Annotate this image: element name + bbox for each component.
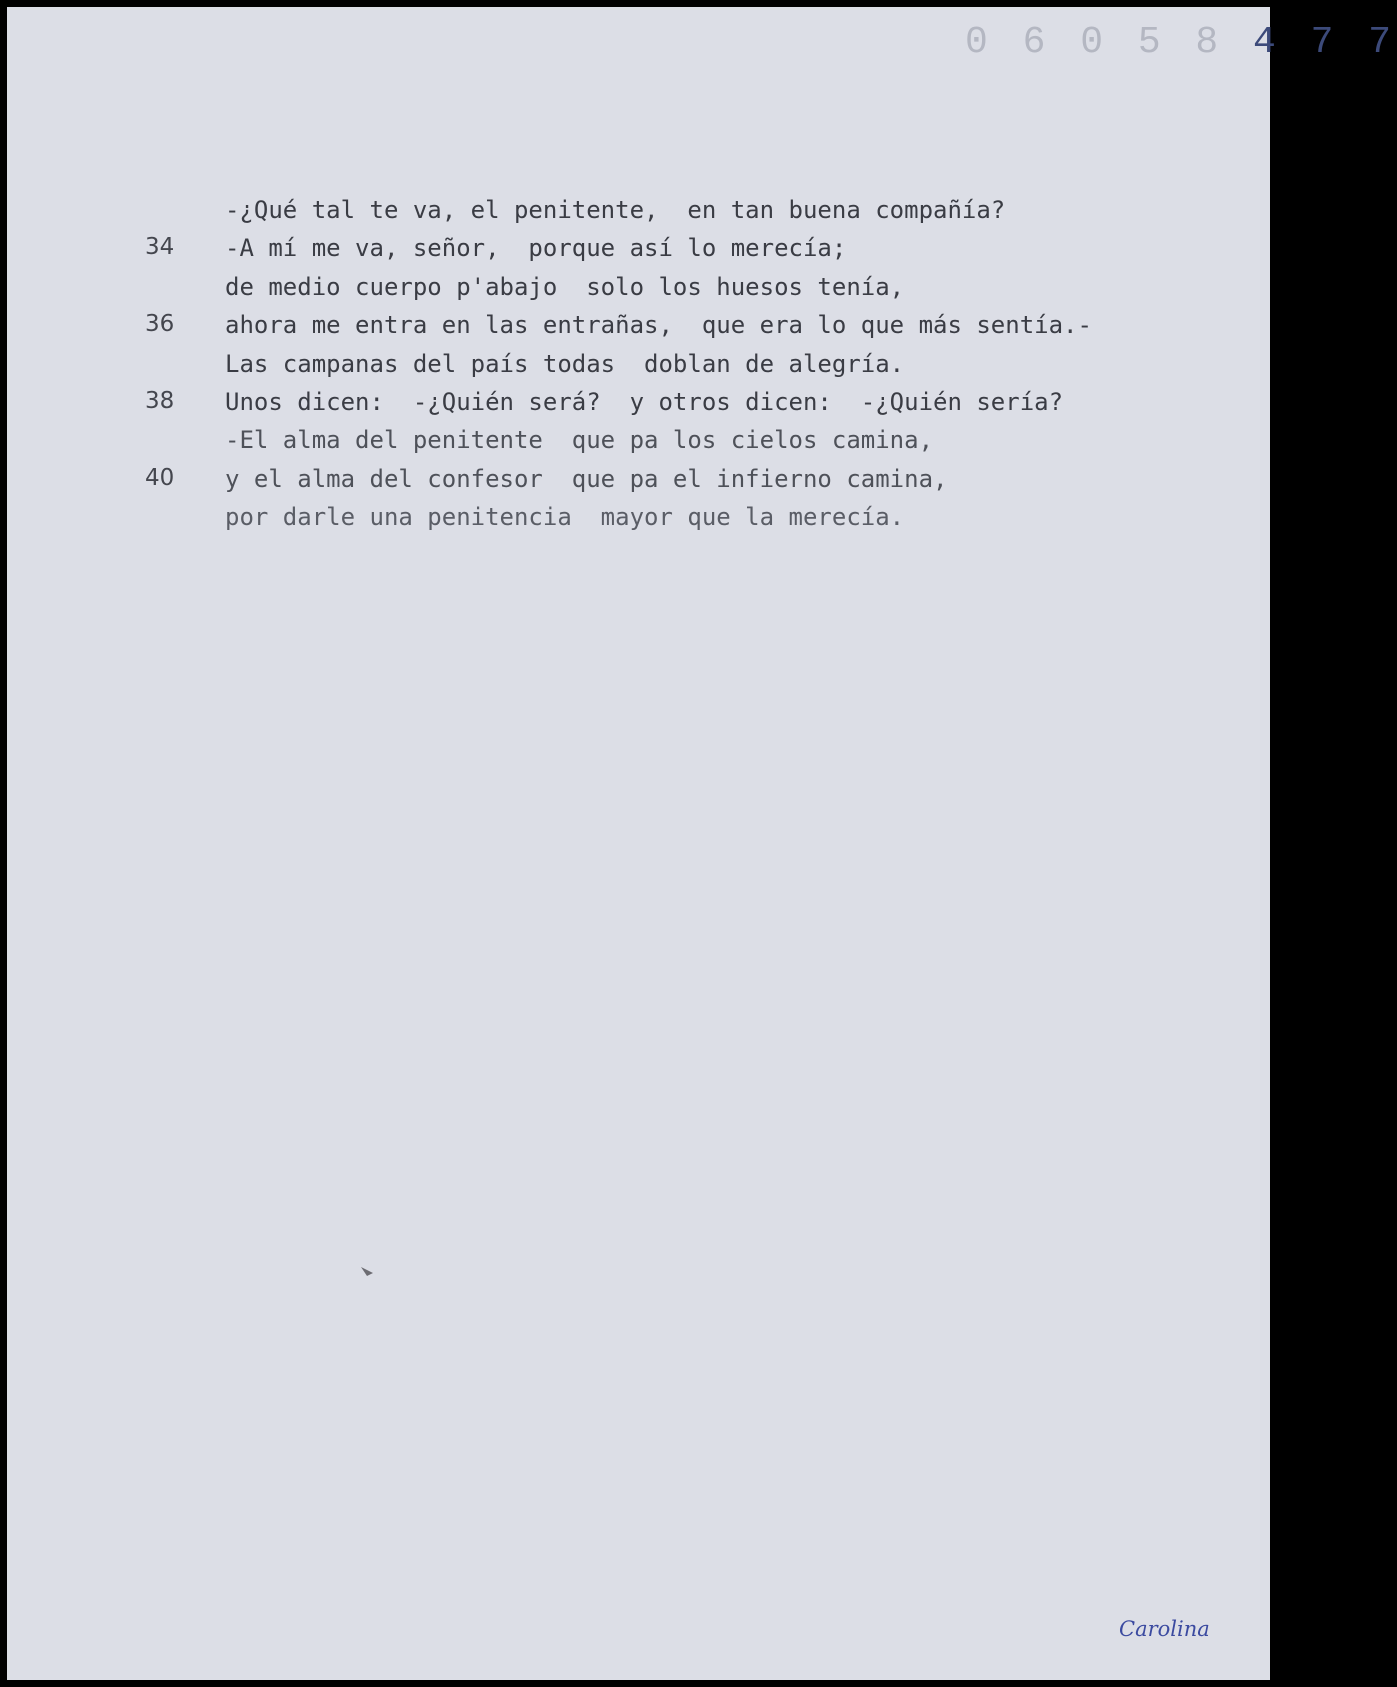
verse-line (7, 346, 1270, 384)
verse-line (7, 422, 1270, 460)
verse-text: Las campanas del país todas doblan de alegría. (225, 349, 905, 378)
verse-line (7, 269, 1270, 307)
stamp-faded-digits: 0 6 0 5 8 (965, 21, 1225, 64)
line-number: 36 (145, 311, 175, 338)
verse-text: Unos dicen: -¿Quién será? y otros dicen: -¿Quién sería? (225, 387, 1064, 416)
document-page (7, 7, 1397, 1680)
verse-text: -A mí me va, señor, porque así lo merecía; (225, 234, 847, 263)
verse-line (7, 384, 1270, 422)
stamp-ink-digits: 4 7 7 (1253, 21, 1397, 64)
line-number: 40 (145, 464, 175, 491)
archive-stamp (965, 21, 1397, 64)
handwritten-signature: Carolina (1119, 1617, 1210, 1641)
verse-text: por darle una penitencia mayor que la merecía. (225, 503, 905, 532)
verse-block (7, 192, 1270, 538)
verse-text: de medio cuerpo p'abajo solo los huesos tenía, (225, 272, 905, 301)
verse-line (7, 499, 1270, 537)
verse-text: -El alma del penitente que pa los cielos camina, (225, 426, 934, 455)
verse-line (7, 461, 1270, 499)
verse-text: ahora me entra en las entrañas, que era lo que más sentía.- (225, 311, 1092, 340)
paper-blemish (361, 1267, 373, 1276)
verse-line (7, 230, 1270, 268)
verse-text: -¿Qué tal te va, el penitente, en tan buena compañía? (225, 196, 1006, 224)
verse-line (7, 192, 1270, 230)
line-number: 34 (145, 234, 175, 261)
line-number: 38 (145, 387, 175, 414)
verse-text: y el alma del confesor que pa el infierno camina, (225, 464, 948, 493)
verse-line (7, 307, 1270, 345)
